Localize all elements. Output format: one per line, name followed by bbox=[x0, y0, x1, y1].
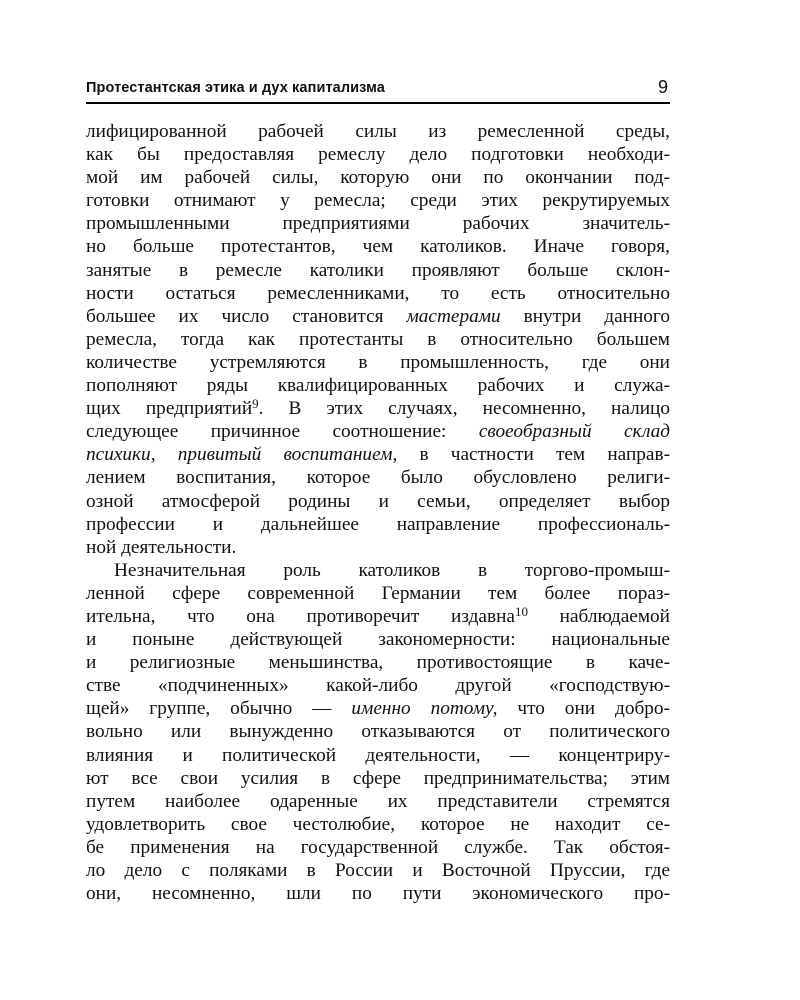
text-line bbox=[86, 836, 670, 859]
text-line bbox=[86, 767, 670, 790]
text-segment: пополняют ряды квалифицированных рабочих и служа- bbox=[86, 375, 670, 397]
text-segment: ной деятельности. bbox=[86, 536, 237, 558]
text-segment: внутри данного bbox=[500, 305, 670, 327]
text-line bbox=[86, 813, 670, 836]
text-line bbox=[86, 674, 670, 697]
text-line bbox=[86, 582, 670, 605]
text-segment: щей» группе, обычно — bbox=[86, 698, 352, 720]
text-line bbox=[86, 720, 670, 743]
text-line bbox=[86, 212, 670, 235]
text-segment: профессии и дальнейшее направление профессиональ- bbox=[86, 513, 670, 535]
text-line bbox=[86, 235, 670, 258]
text-segment: ности остаться ремесленниками, то есть относительно bbox=[86, 282, 670, 304]
text-segment: занятые в ремесле католики проявляют больше склон- bbox=[86, 259, 670, 281]
text-line bbox=[86, 143, 670, 166]
text-segment: большее их число становится bbox=[86, 305, 407, 327]
text-line bbox=[86, 189, 670, 212]
text-line bbox=[86, 651, 670, 674]
text-segment: щих предприятий bbox=[86, 398, 253, 420]
text-segment: путем наиболее одаренные их представители стремятся bbox=[86, 790, 670, 812]
text-line bbox=[86, 744, 670, 767]
text-line bbox=[86, 513, 670, 536]
text-line bbox=[86, 259, 670, 282]
text-segment: влияния и политической деятельности, — концентриру- bbox=[86, 744, 670, 766]
text-line bbox=[86, 374, 670, 397]
text-segment: вольно или вынужденно отказываются от политического bbox=[86, 721, 670, 743]
text-line bbox=[86, 397, 670, 420]
text-line bbox=[86, 328, 670, 351]
text-line bbox=[86, 790, 670, 813]
running-title: Протестантская этика и дух капитализма bbox=[86, 80, 385, 96]
emphasis-text: именно потому, bbox=[351, 698, 498, 720]
text-segment: ют все свои усилия в сфере предпринимательства; этим bbox=[86, 767, 670, 789]
text-line bbox=[86, 559, 670, 582]
page-number: 9 bbox=[657, 77, 668, 97]
text-line bbox=[86, 420, 670, 443]
text-segment: количестве устремляются в промышленность, где они bbox=[86, 351, 670, 373]
emphasis-text: мастерами bbox=[406, 305, 501, 327]
body-text bbox=[86, 120, 670, 905]
text-segment: лением воспитания, которое было обусловлено религи- bbox=[86, 467, 670, 489]
text-line bbox=[86, 859, 670, 882]
emphasis-text: психики, привитый воспитанием, bbox=[86, 444, 398, 466]
text-line bbox=[86, 697, 670, 720]
text-segment: Незначительная роль католиков в торгово-промыш- bbox=[114, 559, 670, 581]
text-segment: лифицированной рабочей силы из ремесленной среды, bbox=[86, 121, 670, 142]
text-line bbox=[86, 466, 670, 489]
text-line bbox=[86, 120, 670, 143]
text-line bbox=[86, 282, 670, 305]
text-segment: как бы предоставляя ремеслу дело подготовки необходи- bbox=[86, 144, 670, 166]
text-line bbox=[86, 490, 670, 513]
text-segment: но больше протестантов, чем католиков. Иначе говоря, bbox=[86, 236, 670, 258]
text-segment: ремесла, тогда как протестанты в относительно большем bbox=[86, 328, 670, 350]
text-line bbox=[86, 351, 670, 374]
text-segment: ительна, что она противоречит издавна bbox=[86, 605, 515, 627]
text-segment: промышленными предприятиями рабочих значитель- bbox=[86, 213, 670, 235]
text-line bbox=[86, 605, 670, 628]
text-segment: что они добро- bbox=[497, 698, 670, 720]
footnote-ref: 10 bbox=[514, 603, 528, 619]
footnote-ref: 9 bbox=[252, 396, 259, 412]
text-segment: мой им рабочей силы, которую они по окончании под- bbox=[86, 167, 670, 189]
text-line bbox=[86, 443, 670, 466]
running-header bbox=[86, 76, 670, 104]
text-segment: и поныне действующей закономерности: национальные bbox=[86, 629, 670, 651]
text-segment: ленной сфере современной Германии тем более пораз- bbox=[86, 582, 670, 604]
text-segment: стве «подчиненных» какой-либо другой «господствую- bbox=[86, 675, 670, 697]
text-segment: в частности тем направ- bbox=[397, 444, 670, 466]
emphasis-text: своеобразный склад bbox=[478, 421, 670, 443]
text-line bbox=[86, 628, 670, 651]
text-line bbox=[86, 305, 670, 328]
text-segment: наблюдаемой bbox=[527, 605, 670, 627]
text-line bbox=[86, 882, 670, 905]
text-segment: следующее причинное соотношение: bbox=[86, 421, 479, 443]
text-segment: ло дело с поляками в России и Восточной Пруссии, где bbox=[86, 860, 670, 881]
text-segment: озной атмосферой родины и семьи, определяет выбор bbox=[86, 490, 670, 512]
text-segment: готовки отнимают у ремесла; среди этих рекрутируемых bbox=[86, 190, 670, 212]
text-line bbox=[86, 536, 670, 559]
text-line bbox=[86, 166, 670, 189]
text-segment: они, несомненно, шли по пути экономического про- bbox=[86, 883, 670, 905]
text-segment: бе применения на государственной службе. Так обстоя- bbox=[86, 836, 670, 858]
text-segment: . В этих случаях, несомненно, налицо bbox=[258, 398, 670, 420]
text-segment: удовлетворить свое честолюбие, которое не находит се- bbox=[86, 813, 670, 835]
text-segment: и религиозные меньшинства, противостоящие в каче- bbox=[86, 652, 670, 674]
